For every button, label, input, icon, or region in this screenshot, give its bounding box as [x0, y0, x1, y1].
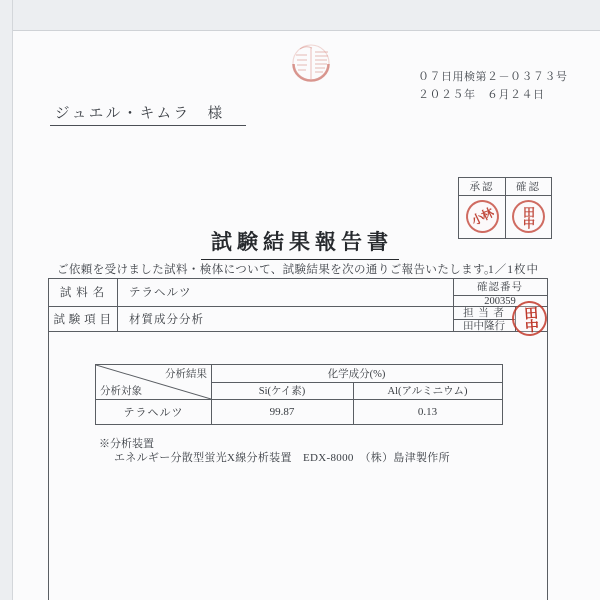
result-row-target: テラヘルツ: [123, 406, 184, 419]
corner-label-analysis-target: 分析対象: [100, 386, 142, 397]
column-header-si: Si(ケイ素): [258, 386, 306, 397]
column-header-al: Al(アルミニウム): [387, 386, 468, 397]
document-number: ０７日用検第２－０３７３号: [418, 71, 568, 83]
intro-sentence: ご依頼を受けました試料・検体について、試験結果を次の通りご報告いたします。: [57, 264, 496, 276]
confirm-number-label: 確認番号: [477, 282, 523, 293]
paper-left-edge: [0, 0, 13, 600]
report-title-row: [0, 226, 600, 260]
result-value-al: 0.13: [417, 405, 438, 418]
analyzer-note-label: ※分析装置: [99, 438, 154, 450]
info-table-label-divider: [117, 278, 118, 331]
person-label: 担 当 者: [463, 308, 505, 319]
report-title: 試験結果報告書: [201, 226, 399, 260]
addressee: ジュエル・キムラ 様: [55, 106, 225, 122]
document-date: ２０２５年 ６月２４日: [418, 89, 545, 101]
test-item-value: 材質成分分析: [129, 313, 204, 326]
sample-name-value: テラヘルツ: [129, 287, 192, 299]
person-stamp-text: 田中: [521, 304, 539, 332]
corner-label-analysis-result: 分析結果: [165, 368, 207, 380]
faded-company-seal-stamp: [288, 43, 334, 87]
person-name: 田中隆行: [463, 320, 505, 332]
group-header-chemical-composition: 化学成分(%): [327, 369, 386, 380]
results-table: [95, 364, 503, 425]
paper-top-edge: [0, 0, 600, 31]
page-count: 1／1枚中: [488, 264, 539, 276]
confirm-stamp-text: 田中: [521, 205, 536, 228]
approve-stamp-text: 小林: [469, 205, 496, 229]
confirm-number-value: 200359: [484, 295, 516, 307]
confirm-label: 確認: [506, 178, 551, 196]
approve-label: 承認: [459, 178, 505, 196]
result-value-si: 99.87: [269, 405, 295, 418]
sample-name-label: 試 料 名: [59, 287, 106, 299]
addressee-underline: [50, 125, 246, 126]
analyzer-note-device: エネルギー分散型蛍光X線分析装置 EDX-8000 （株）島津製作所: [114, 452, 450, 464]
test-item-label: 試 験 項 目: [53, 313, 112, 326]
document-meta: [418, 68, 568, 104]
